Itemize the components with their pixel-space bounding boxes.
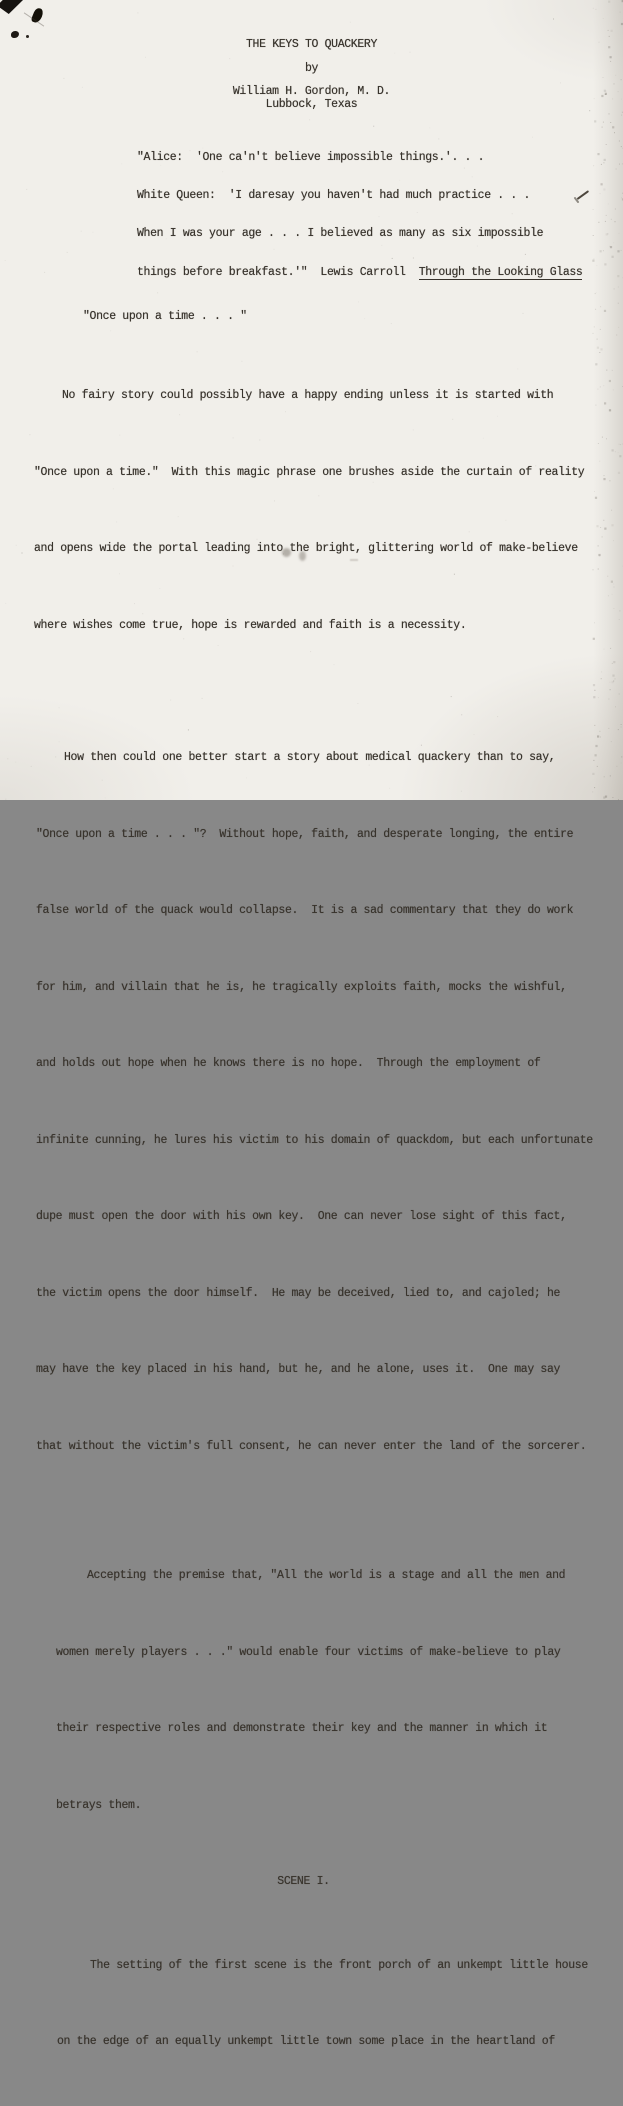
epigraph-line: When I was your age . . . I believed as many as six impossible <box>137 227 544 241</box>
text-line: where wishes come true, hope is rewarded and faith is a necessity. <box>34 618 467 632</box>
byline: by <box>304 62 319 75</box>
text-line: for him, and villain that he is, he tragically exploits faith, mocks the wishful, <box>36 980 567 994</box>
author-location: Lubbock, Texas <box>265 98 358 111</box>
opening-quote-line: "Once upon a time . . . " <box>83 310 247 324</box>
epigraph-line: "Alice: 'One ca'n't believe impossible things.'. . . <box>137 150 485 164</box>
author-name: William H. Gordon, M. D. <box>232 85 391 98</box>
text-line: infinite cunning, he lures his victim to his domain of quackdom, but each unfortunate <box>36 1133 593 1147</box>
epigraph-attribution-text: things before breakfast.'" Lewis Carroll <box>137 265 419 279</box>
scene-heading: SCENE I. <box>277 1875 330 1889</box>
book-title-underlined: Through the Looking Glass <box>418 265 583 279</box>
paragraph-2 <box>36 694 623 1510</box>
epigraph-line: White Queen: 'I daresay you haven't had much practice . . . <box>137 188 531 202</box>
text-line: that without the victim's full consent, he can never enter the land of the sorcerer. <box>36 1439 587 1453</box>
text-line: How then could one better start a story about medical quackery than to say, <box>64 751 556 765</box>
text-line: and opens wide the portal leading into the bright, glittering world of make-believe <box>34 542 578 556</box>
text-line: "Once upon a time." With this magic phrase one brushes aside the curtain of reality <box>34 465 585 479</box>
text-line: their respective roles and demonstrate their key and the manner in which it <box>56 1722 548 1736</box>
text-line: false world of the quack would collapse. It is a sad commentary that they do work <box>36 904 574 918</box>
text-line: and holds out hope when he knows there is no hope. Through the employment of <box>36 1057 541 1071</box>
text-line: betrays them. <box>56 1798 142 1812</box>
paragraph-3 <box>56 1512 623 1869</box>
text-line: No fairy story could possibly have a happy ending unless it is started with <box>62 389 554 403</box>
text-line: may have the key placed in his hand, but he, and he alone, uses it. One may say <box>36 1363 561 1377</box>
epigraph-quote <box>137 126 623 305</box>
text-line: women merely players . . ." would enable four victims of make-believe to play <box>56 1645 561 1659</box>
text-line: "Once upon a time . . . "? Without hope, faith, and desperate longing, the entire <box>36 827 574 841</box>
text-line: Accepting the premise that, "All the world is a stage and all the men and <box>87 1569 566 1583</box>
paragraph-4 <box>57 1902 623 2106</box>
document-title: THE KEYS TO QUACKERY <box>245 38 378 51</box>
text-line: the victim opens the door himself. He may be deceived, lied to, and cajoled; he <box>36 1286 561 1300</box>
epigraph-attribution <box>137 267 623 280</box>
paragraph-1 <box>34 332 623 689</box>
text-line: dupe must open the door with his own key. One can never lose sight of this fact, <box>36 1210 567 1224</box>
text-line: on the edge of an equally unkempt little town some place in the heartland of <box>57 2035 555 2049</box>
text-line: The setting of the first scene is the front porch of an unkempt little house <box>90 1958 588 1972</box>
